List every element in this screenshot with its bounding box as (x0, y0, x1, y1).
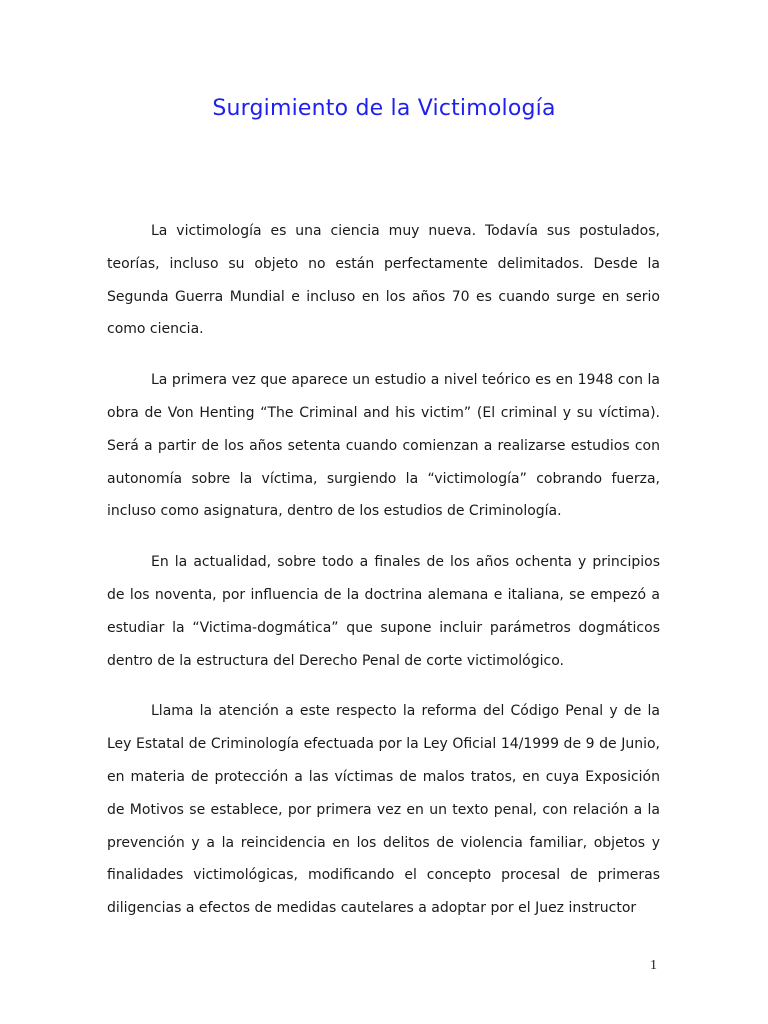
document-body (107, 215, 660, 925)
page-number: 1 (650, 958, 657, 973)
paragraph: En la actualidad, sobre todo a finales de los años ochenta y principios de los noventa, por influencia de la doctrina alemana e italiana, se empezó a estudiar la “Victima-dogmática” que supone incluir parámetros dogmáticos dentro de la estructura del Derecho Penal de corte victimológico. (107, 554, 660, 669)
paragraph: La primera vez que aparece un estudio a nivel teórico es en 1948 con la obra de Von Henting “The Criminal and his victim” (El criminal y su víctima). Será a partir de los años setenta cuando comienzan a realizarse estudios con autonomía sobre la víctima, surgiendo la “victimología” cobrando fuerza, incluso como asignatura, dentro de los estudios de Criminología. (107, 372, 660, 520)
paragraph: Llama la atención a este respecto la reforma del Código Penal y de la Ley Estatal de Criminología efectuada por la Ley Oficial 14/1999 de 9 de Junio, en materia de protección a las víctimas de malos tratos, en cuya Exposición de Motivos se establece, por primera vez en un texto penal, con relación a la prevención y a la reincidencia en los delitos de violencia familiar, objetos y finalidades victimológicas, modificando el concepto procesal de primeras diligencias a efectos de medidas cautelares a adoptar por el Juez instructor (107, 703, 660, 917)
paragraph: La victimología es una ciencia muy nueva. Todavía sus postulados, teorías, incluso su objeto no están perfectamente delimitados. Desde la Segunda Guerra Mundial e incluso en los años 70 es cuando surge en serio como ciencia. (107, 223, 660, 338)
document-title: Surgimiento de la Victimología (212, 96, 556, 121)
